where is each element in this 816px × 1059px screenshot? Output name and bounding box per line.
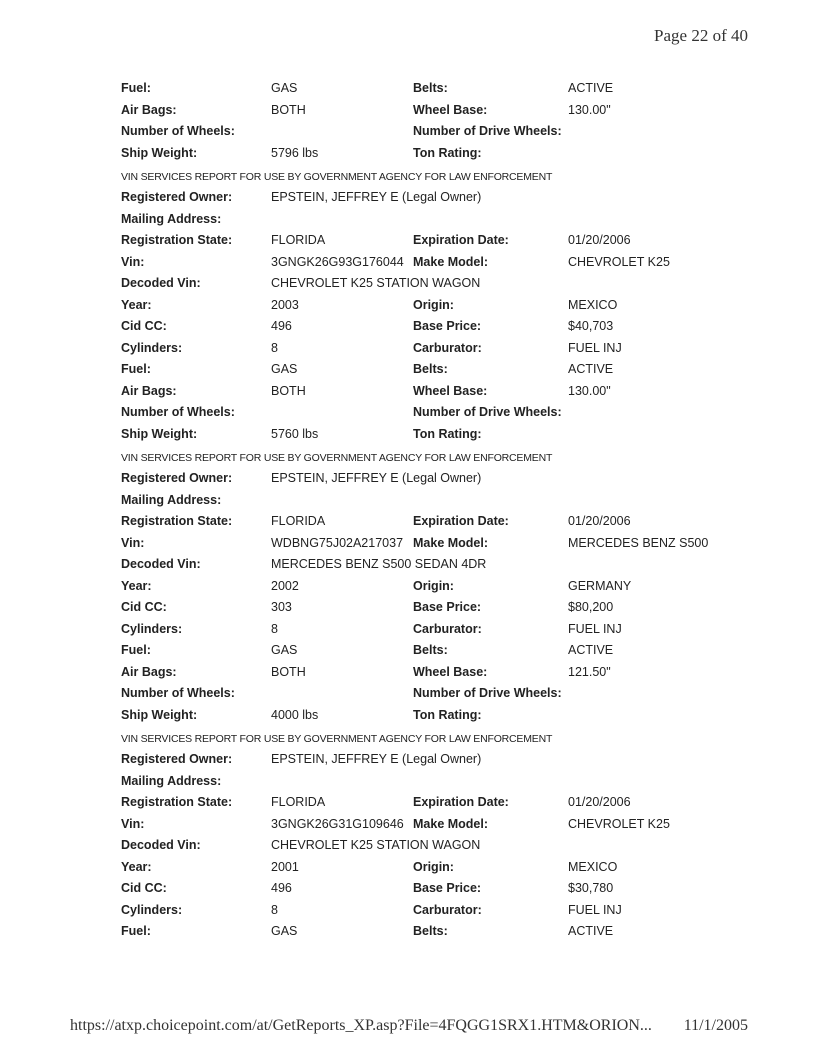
label-number-of-wheels: Number of Wheels:: [121, 405, 235, 419]
row-cid: [121, 316, 761, 338]
value-number-of-wheels: [271, 402, 413, 424]
row-year: [121, 576, 761, 598]
label-number-of-drive-wheels: Number of Drive Wheels:: [413, 686, 562, 700]
vin-report: [121, 78, 761, 943]
row-owner: [121, 749, 761, 771]
report-header: VIN SERVICES REPORT FOR USE BY GOVERNMENT AGENCY FOR LAW ENFORCEMENT: [121, 452, 553, 464]
page-number: Page 22 of 40: [654, 26, 748, 45]
value-carburator: FUEL INJ: [568, 902, 622, 917]
value-ship-weight: 5796 lbs: [271, 145, 319, 160]
label-belts: Belts:: [413, 924, 448, 938]
value-expiration-date: 01/20/2006: [568, 233, 631, 247]
label-make-model: Make Model:: [413, 816, 489, 831]
row-vin: [121, 252, 761, 274]
value-wheel-base: 130.00": [568, 102, 611, 117]
value-ton-rating: [568, 424, 758, 446]
row-registration: [121, 230, 761, 252]
label-fuel: Fuel:: [121, 924, 151, 938]
label-carburator: Carburator:: [413, 902, 482, 917]
value-cylinders: 8: [271, 340, 278, 355]
label-wheel-base: Wheel Base:: [413, 664, 488, 679]
vehicle-block: [121, 448, 761, 726]
label-mailing-address: Mailing Address:: [121, 773, 222, 788]
label-ship-weight: Ship Weight:: [121, 426, 198, 441]
row-decoded-vin: [121, 273, 761, 295]
row-year: [121, 857, 761, 879]
row-mailing: [121, 771, 761, 793]
value-vin: 3GNGK26G31G109646: [271, 816, 404, 831]
vehicle-block: [121, 167, 761, 445]
value-origin: MEXICO: [568, 297, 618, 312]
label-registration-state: Registration State:: [121, 514, 233, 528]
row-mailing: [121, 209, 761, 231]
value-number-of-wheels: [271, 121, 413, 143]
label-ship-weight: Ship Weight:: [121, 707, 198, 722]
value-cid-cc: 496: [271, 881, 292, 895]
value-ton-rating: [568, 705, 758, 727]
label-decoded-vin: Decoded Vin:: [121, 276, 201, 290]
label-registration-state: Registration State:: [121, 795, 233, 809]
label-number-of-drive-wheels: Number of Drive Wheels:: [413, 405, 562, 419]
value-mailing-address: [271, 490, 571, 512]
row-registration: [121, 511, 761, 533]
label-expiration-date: Expiration Date:: [413, 514, 509, 528]
value-expiration-date: 01/20/2006: [568, 514, 631, 528]
label-belts: Belts:: [413, 362, 448, 376]
label-number-of-wheels: Number of Wheels:: [121, 686, 235, 700]
row-wheels: [121, 121, 761, 143]
row-owner: [121, 468, 761, 490]
label-base-price: Base Price:: [413, 600, 482, 614]
footer-date: 11/1/2005: [683, 1017, 748, 1034]
row-vin: [121, 533, 761, 555]
value-number-of-drive-wheels: [568, 121, 758, 143]
value-cylinders: 8: [271, 621, 278, 636]
value-registration-state: FLORIDA: [271, 795, 326, 809]
label-base-price: Base Price:: [413, 319, 482, 333]
value-mailing-address: [271, 771, 571, 793]
value-registration-state: FLORIDA: [271, 233, 326, 247]
value-expiration-date: 01/20/2006: [568, 795, 631, 809]
value-carburator: FUEL INJ: [568, 340, 622, 355]
report-header: VIN SERVICES REPORT FOR USE BY GOVERNMENT AGENCY FOR LAW ENFORCEMENT: [121, 733, 553, 745]
label-year: Year:: [121, 578, 152, 593]
value-carburator: FUEL INJ: [568, 621, 622, 636]
value-decoded-vin: MERCEDES BENZ S500 SEDAN 4DR: [271, 557, 487, 571]
value-make-model: CHEVROLET K25: [568, 254, 670, 269]
value-year: 2001: [271, 859, 299, 874]
value-year: 2002: [271, 578, 299, 593]
label-mailing-address: Mailing Address:: [121, 492, 222, 507]
value-fuel: GAS: [271, 362, 298, 376]
value-air-bags: BOTH: [271, 383, 306, 398]
row-cylinders: [121, 338, 761, 360]
label-expiration-date: Expiration Date:: [413, 233, 509, 247]
value-belts: ACTIVE: [568, 81, 614, 95]
value-registered-owner: EPSTEIN, JEFFREY E (Legal Owner): [271, 471, 482, 485]
row-registration: [121, 792, 761, 814]
value-ship-weight: 5760 lbs: [271, 426, 319, 441]
label-ton-rating: Ton Rating:: [413, 145, 482, 160]
value-belts: ACTIVE: [568, 362, 614, 376]
label-number-of-wheels: Number of Wheels:: [121, 124, 235, 138]
label-ship-weight: Ship Weight:: [121, 145, 198, 160]
label-year: Year:: [121, 859, 152, 874]
value-vin: 3GNGK26G93G176044: [271, 254, 404, 269]
label-registered-owner: Registered Owner:: [121, 471, 233, 485]
label-belts: Belts:: [413, 81, 448, 95]
value-make-model: CHEVROLET K25: [568, 816, 670, 831]
value-base-price: $40,703: [568, 319, 614, 333]
label-ton-rating: Ton Rating:: [413, 426, 482, 441]
value-cid-cc: 496: [271, 319, 292, 333]
value-year: 2003: [271, 297, 299, 312]
vehicle-block-partial: [121, 78, 761, 164]
value-fuel: GAS: [271, 924, 298, 938]
label-cid-cc: Cid CC:: [121, 319, 167, 333]
label-cylinders: Cylinders:: [121, 621, 183, 636]
value-decoded-vin: CHEVROLET K25 STATION WAGON: [271, 838, 481, 852]
row-airbags-wheelbase: [121, 662, 761, 684]
row-decoded-vin: [121, 835, 761, 857]
label-origin: Origin:: [413, 859, 454, 874]
label-air-bags: Air Bags:: [121, 383, 177, 398]
label-vin: Vin:: [121, 254, 145, 269]
value-base-price: $30,780: [568, 881, 614, 895]
value-ship-weight: 4000 lbs: [271, 707, 319, 722]
value-fuel: GAS: [271, 81, 298, 95]
row-fuel-belts: [121, 359, 761, 381]
label-ton-rating: Ton Rating:: [413, 707, 482, 722]
label-make-model: Make Model:: [413, 535, 489, 550]
label-wheel-base: Wheel Base:: [413, 383, 488, 398]
value-mailing-address: [271, 209, 571, 231]
row-mailing: [121, 490, 761, 512]
row-weight: [121, 424, 761, 446]
label-air-bags: Air Bags:: [121, 664, 177, 679]
value-wheel-base: 130.00": [568, 383, 611, 398]
row-cid: [121, 597, 761, 619]
value-origin: MEXICO: [568, 859, 618, 874]
row-vin: [121, 814, 761, 836]
row-wheels: [121, 402, 761, 424]
value-registered-owner: EPSTEIN, JEFFREY E (Legal Owner): [271, 752, 482, 766]
value-belts: ACTIVE: [568, 924, 614, 938]
row-fuel-belts: [121, 78, 761, 100]
label-cylinders: Cylinders:: [121, 902, 183, 917]
label-base-price: Base Price:: [413, 881, 482, 895]
value-registered-owner: EPSTEIN, JEFFREY E (Legal Owner): [271, 190, 482, 204]
page-footer: [70, 1017, 748, 1035]
label-fuel: Fuel:: [121, 643, 151, 657]
row-fuel-belts: [121, 921, 761, 943]
label-mailing-address: Mailing Address:: [121, 211, 222, 226]
row-decoded-vin: [121, 554, 761, 576]
row-airbags-wheelbase: [121, 381, 761, 403]
row-cylinders: [121, 619, 761, 641]
report-header: VIN SERVICES REPORT FOR USE BY GOVERNMENT AGENCY FOR LAW ENFORCEMENT: [121, 171, 553, 183]
value-origin: GERMANY: [568, 578, 632, 593]
value-make-model: MERCEDES BENZ S500: [568, 535, 709, 550]
row-owner: [121, 187, 761, 209]
value-decoded-vin: CHEVROLET K25 STATION WAGON: [271, 276, 481, 290]
label-origin: Origin:: [413, 297, 454, 312]
row-airbags-wheelbase: [121, 100, 761, 122]
label-vin: Vin:: [121, 816, 145, 831]
label-decoded-vin: Decoded Vin:: [121, 838, 201, 852]
label-fuel: Fuel:: [121, 362, 151, 376]
row-cid: [121, 878, 761, 900]
label-origin: Origin:: [413, 578, 454, 593]
vehicle-block: [121, 729, 761, 943]
value-wheel-base: 121.50": [568, 664, 611, 679]
label-number-of-drive-wheels: Number of Drive Wheels:: [413, 124, 562, 138]
label-fuel: Fuel:: [121, 81, 151, 95]
value-air-bags: BOTH: [271, 664, 306, 679]
label-decoded-vin: Decoded Vin:: [121, 557, 201, 571]
row-weight: [121, 705, 761, 727]
label-belts: Belts:: [413, 643, 448, 657]
label-carburator: Carburator:: [413, 340, 482, 355]
label-make-model: Make Model:: [413, 254, 489, 269]
value-belts: ACTIVE: [568, 643, 614, 657]
label-vin: Vin:: [121, 535, 145, 550]
value-vin: WDBNG75J02A217037: [271, 535, 404, 550]
footer-url: https://atxp.choicepoint.com/at/GetReports_XP.asp?File=4FQGG1SRX1.HTM&ORION...: [70, 1017, 652, 1034]
label-cid-cc: Cid CC:: [121, 600, 167, 614]
row-year: [121, 295, 761, 317]
label-carburator: Carburator:: [413, 621, 482, 636]
label-cylinders: Cylinders:: [121, 340, 183, 355]
value-base-price: $80,200: [568, 600, 614, 614]
row-weight: [121, 143, 761, 165]
row-cylinders: [121, 900, 761, 922]
label-air-bags: Air Bags:: [121, 102, 177, 117]
value-ton-rating: [568, 143, 758, 165]
value-fuel: GAS: [271, 643, 298, 657]
label-wheel-base: Wheel Base:: [413, 102, 488, 117]
value-cylinders: 8: [271, 902, 278, 917]
value-air-bags: BOTH: [271, 102, 306, 117]
value-number-of-wheels: [271, 683, 413, 705]
label-cid-cc: Cid CC:: [121, 881, 167, 895]
value-cid-cc: 303: [271, 600, 292, 614]
label-registered-owner: Registered Owner:: [121, 752, 233, 766]
row-wheels: [121, 683, 761, 705]
value-registration-state: FLORIDA: [271, 514, 326, 528]
label-registration-state: Registration State:: [121, 233, 233, 247]
label-registered-owner: Registered Owner:: [121, 190, 233, 204]
label-expiration-date: Expiration Date:: [413, 795, 509, 809]
value-number-of-drive-wheels: [568, 402, 758, 424]
value-number-of-drive-wheels: [568, 683, 758, 705]
label-year: Year:: [121, 297, 152, 312]
row-fuel-belts: [121, 640, 761, 662]
